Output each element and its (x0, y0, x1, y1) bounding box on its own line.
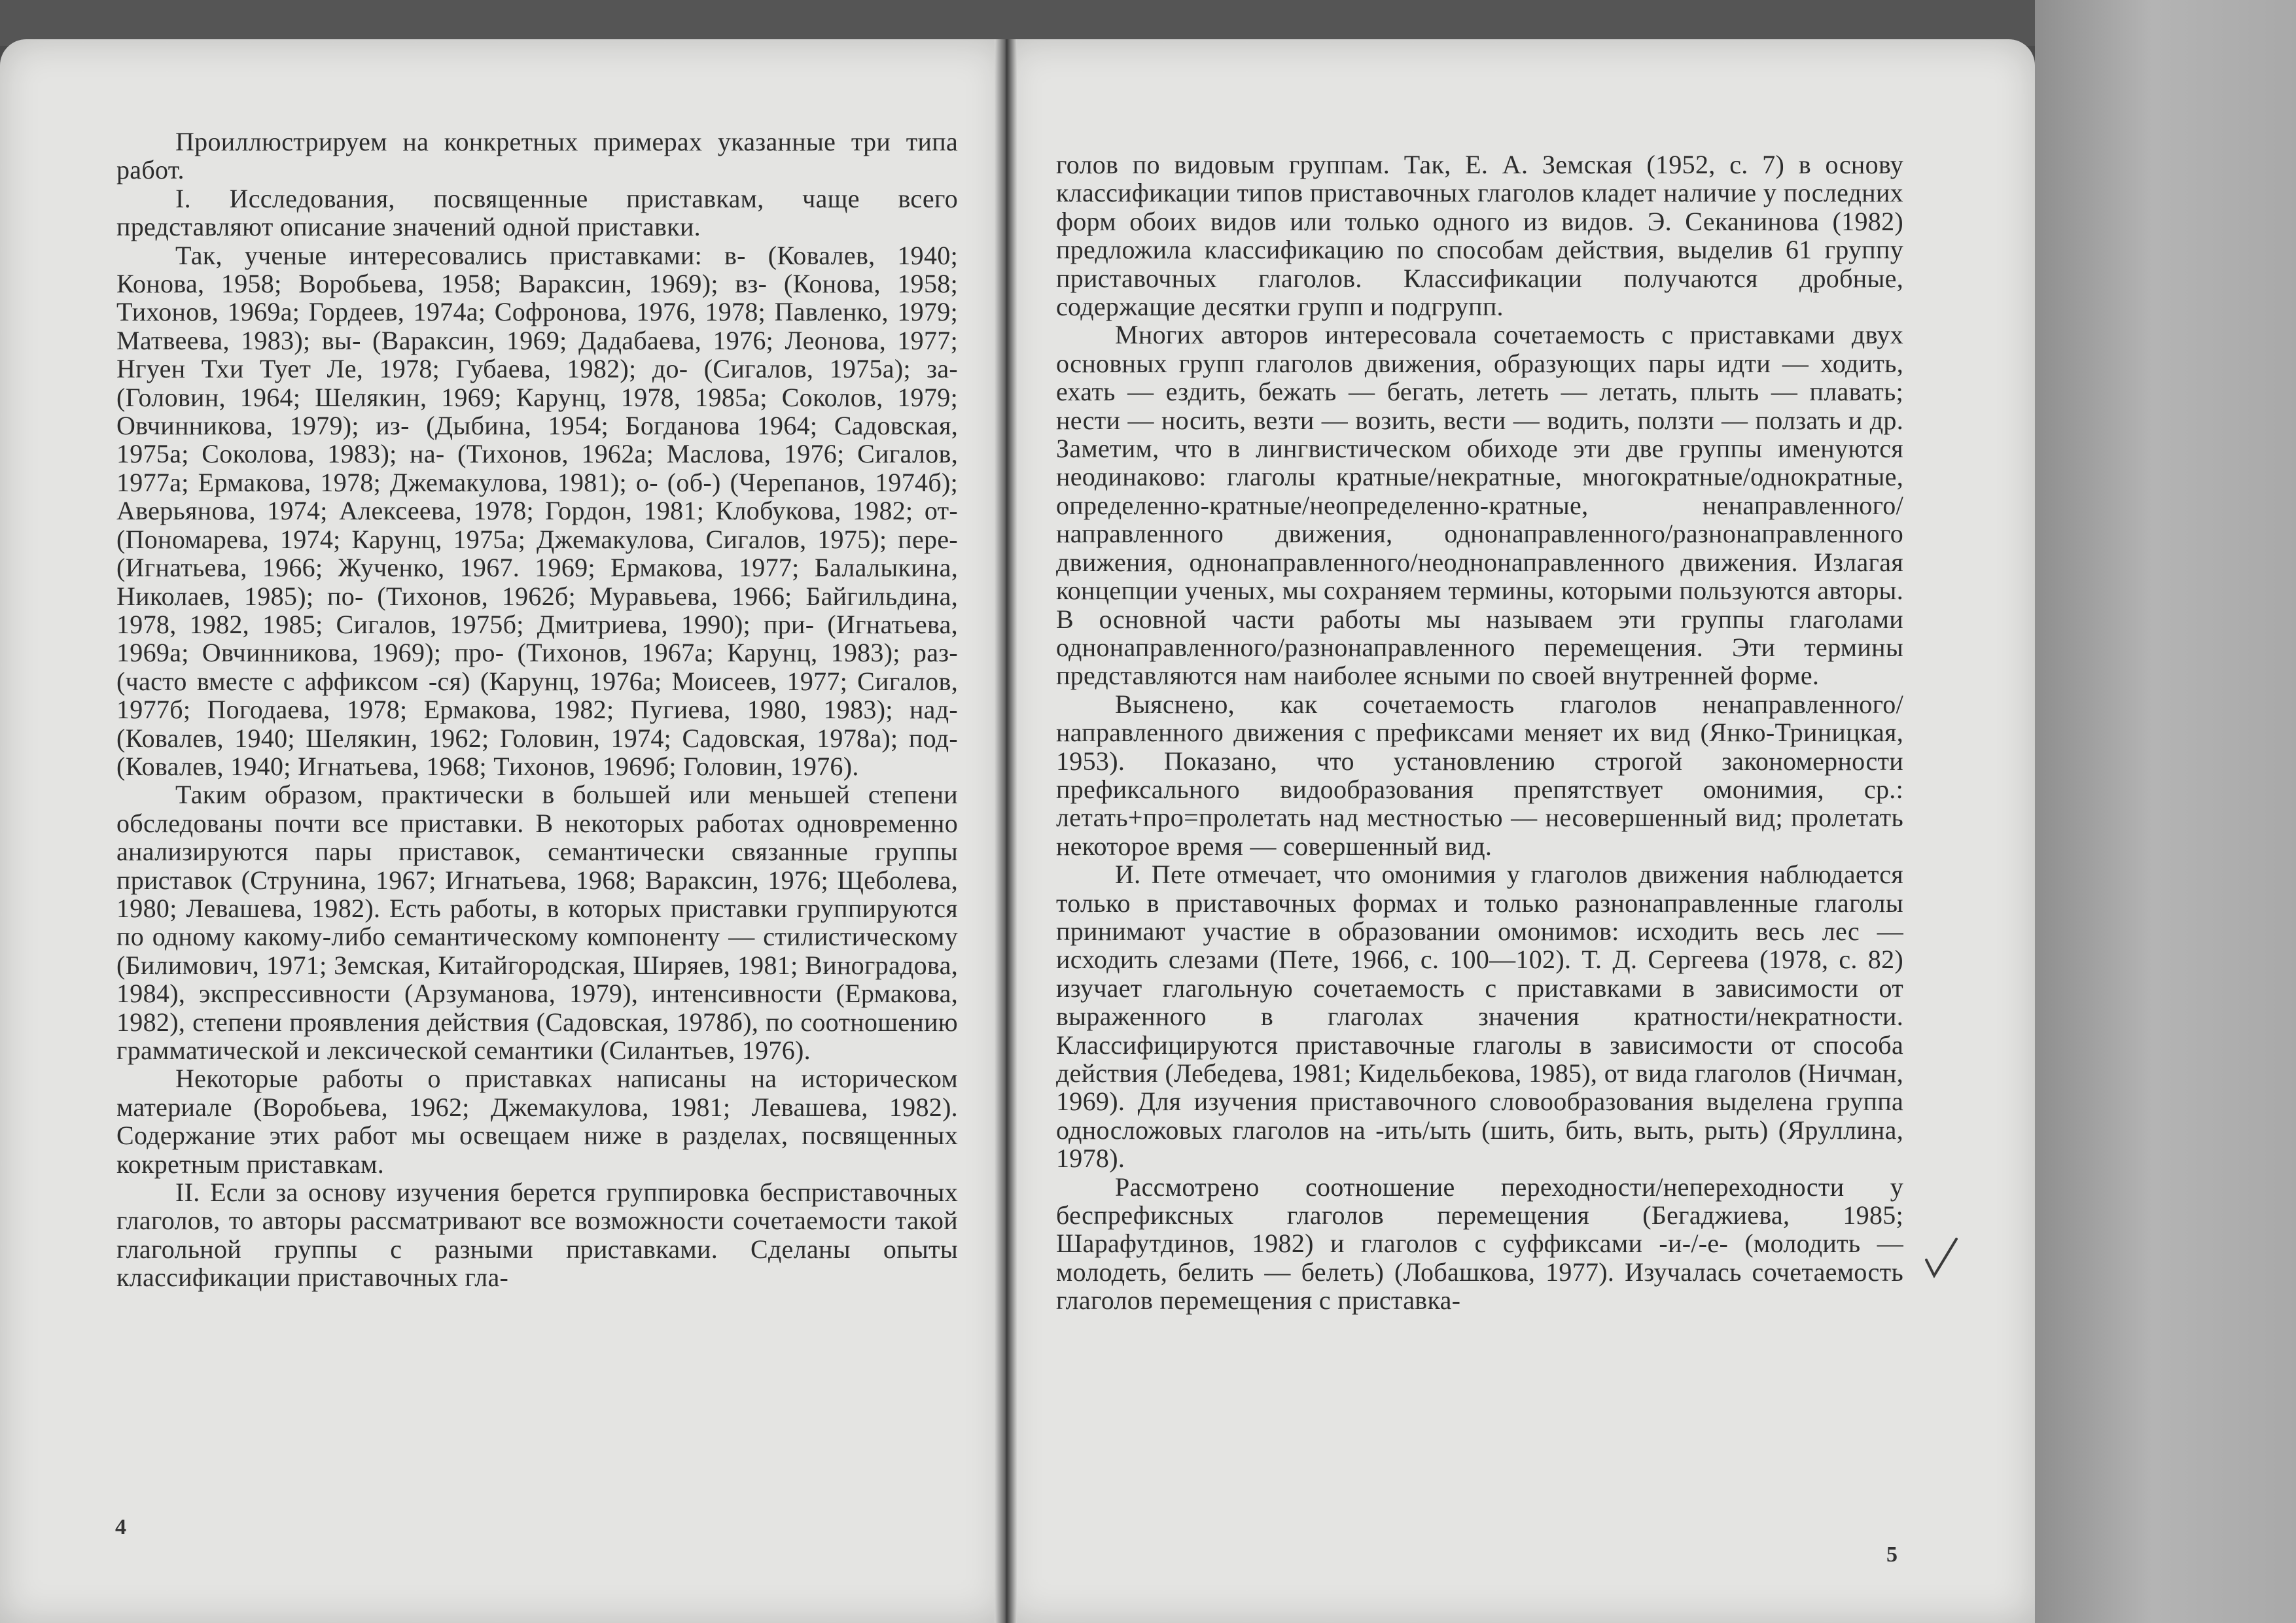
paragraph: Рассмотрено соотношение переходности/непереходности у беспрефиксных глаголов перемещения (Бегаджиева, 1985; Шарафутдинов, 1982) и глаголов с суффиксами -и-/-е- (молодить — молодеть, белить — белеть) (Лобашкова, 1977). Изучалась сочетаемость глаголов перемещения с приставка- (1056, 1172, 1903, 1316)
background-surface (2035, 0, 2296, 1623)
book-gutter (995, 39, 1017, 1623)
paragraph: И. Пете отмечает, что омонимия у глаголов движения наблюдается только в приставочных формах и только разнонаправленные глаголы принимают участие в образовании омонимов: исходить весь лес — исходить слезами (Пете, 1966, с. 100—102). Т. Д. Сергеева (1978, с. 82) изучает глагольную сочетаемость с приставками в зависимости от выраженного в глаголах значения кратности/некратности. Классифицируются приставочные глаголы в зависимости от способа действия (Лебедева, 1981; Кидельбекова, 1985), от вида глаголов (Ничман, 1969). Для изучения приставочного словообразования выделена группа односложовых глаголов на -ить/ыть (шить, бить, выть, рыть) (Яруллина, 1978). (1056, 860, 1903, 1174)
left-page-text (116, 128, 958, 1292)
checkmark-icon (1922, 1235, 1962, 1281)
paragraph: II. Если за основу изучения берется группировка бесприставочных глаголов, то авторы рассматривают все возможности сочетаемости такой глагольной группы с разными приставками. Сделаны опыты классификации приставочных гла- (116, 1178, 958, 1293)
page-number: 5 (1886, 1543, 1898, 1567)
paragraph: I. Исследования, посвященные приставкам, чаще всего представляют описание значений одной приставки. (116, 183, 958, 242)
paragraph: Выяснено, как сочетаемость глаголов ненаправленного/направленного движения с префиксами меняет их вид (Янко-Триницкая, 1953). Показано, что установлению строгой закономерности префиксального видообразования препятствует омонимия, ср.: летать+про=пролетать над местностью — несовершенный вид; пролетать некоторое время — совершенный вид. (1056, 689, 1903, 861)
paragraph: Некоторые работы о приставках написаны на историческом материале (Воробьева, 1962; Джемакулова, 1981; Левашева, 1982). Содержание этих работ мы освещаем ниже в разделах, посвященных кокретным приставкам. (116, 1064, 958, 1179)
paragraph: Многих авторов интересовала сочетаемость с приставками двух основных групп глаголов движения, образующих пары идти — ходить, ехать — ездить, бежать — бегать, лететь — летать, плыть — плавать; нести — носить, везти — возить, вести — водить, ползти — ползать и др. Заметим, что в лингвистическом обиходе эти две группы именуются неодинаково: глаголы кратные/некратные, многократные/однократные, определенно-кратные/неопределенно-кратные, ненаправленного/направленного движения, однонаправленного/разнонаправленного движения, однонаправленного/неоднонаправленного движения. Излагая концепции ученых, мы сохраняем термины, которыми пользуются авторы. В основной части работы мы называем эти группы глаголами однонаправленного/разнонаправленного перемещения. Эти термины представляются нам наиболее ясными по своей внутренней форме. (1056, 320, 1903, 691)
paragraph: Таким образом, практически в большей или меньшей степени обследованы почти все приставки. В некоторых работах одновременно анализируются пары приставок, семантически связанные группы приставок (Струнина, 1967; Игнатьева, 1968; Вараксин, 1976; Щеболева, 1980; Левашева, 1982). Есть работы, в которых приставки группируются по одному какому-либо семантическому компоненту — стилистическому (Билимович, 1971; Земская, Китайгородская, Ширяев, 1981; Виноградова, 1984), экспрессивности (Арзуманова, 1979), интенсивности (Ермакова, 1982), степени проявления действия (Садовская, 1978б), по соотношению грамматической и лексической семантики (Силантьев, 1976). (116, 780, 958, 1065)
paragraph: Проиллюстрируем на конкретных примерах указанные три типа работ. (116, 127, 958, 185)
paragraph: Так, ученые интересовались приставками: в- (Ковалев, 1940; Конова, 1958; Воробьева, 1958; Вараксин, 1969); вз- (Конова, 1958; Тихонов, 1969а; Гордеев, 1974а; Софронова, 1976, 1978; Павленко, 1979; Матвеева, 1983); вы- (Вараксин, 1969; Дадабаева, 1976; Леонова, 1977; Нгуен Тхи Тует Ле, 1978; Губаева, 1982); до- (Сигалов, 1975а); за- (Головин, 1964; Шелякин, 1969; Карунц, 1978, 1985а; Соколов, 1979; Овчинникова, 1979); из- (Дыбина, 1954; Богданова 1964; Садовская, 1975а; Соколова, 1983); на- (Тихонов, 1962а; Маслова, 1976; Сигалов, 1977а; Ермакова, 1978; Джемакулова, 1981); о- (об-) (Черепанов, 1974б); Аверьянова, 1974; Алексеева, 1978; Гордон, 1981; Клобукова, 1982; от- (Пономарева, 1974; Карунц, 1975а; Джемакулова, Сигалов, 1975); пере- (Игнатьева, 1966; Жученко, 1967. 1969; Ермакова, 1977; Балалыкина, Николаев, 1985); по- (Тихонов, 1962б; Муравьева, 1966; Байгильдина, 1978, 1982, 1985; Сигалов, 1975б; Дмитриева, 1990); при- (Игнатьева, 1969а; Овчинникова, 1969); про- (Тихонов, 1967а; Карунц, 1983); раз- (часто вместе с аффиксом -ся) (Карунц, 1976а; Моисеев, 1977; Сигалов, 1977б; Погодаева, 1978; Ермакова, 1982; Пугиева, 1980, 1983); над- (Ковалев, 1940; Шелякин, 1962; Головин, 1974; Садовская, 1978а); под- (Ковалев, 1940; Игнатьева, 1968; Тихонов, 1969б; Головин, 1976). (116, 240, 958, 781)
right-page-text (1056, 150, 1903, 1315)
page-number: 4 (115, 1515, 126, 1539)
paragraph: голов по видовым группам. Так, Е. А. Земская (1952, с. 7) в основу классификации типов приставочных глаголов кладет наличие у последних форм обоих видов или только одного из видов. Э. Секанинова (1982) предложила классификацию по способам действия, выделив 61 группу приставочных глаголов. Классификации получаются дробные, содержащие десятки групп и подгрупп. (1056, 150, 1903, 322)
